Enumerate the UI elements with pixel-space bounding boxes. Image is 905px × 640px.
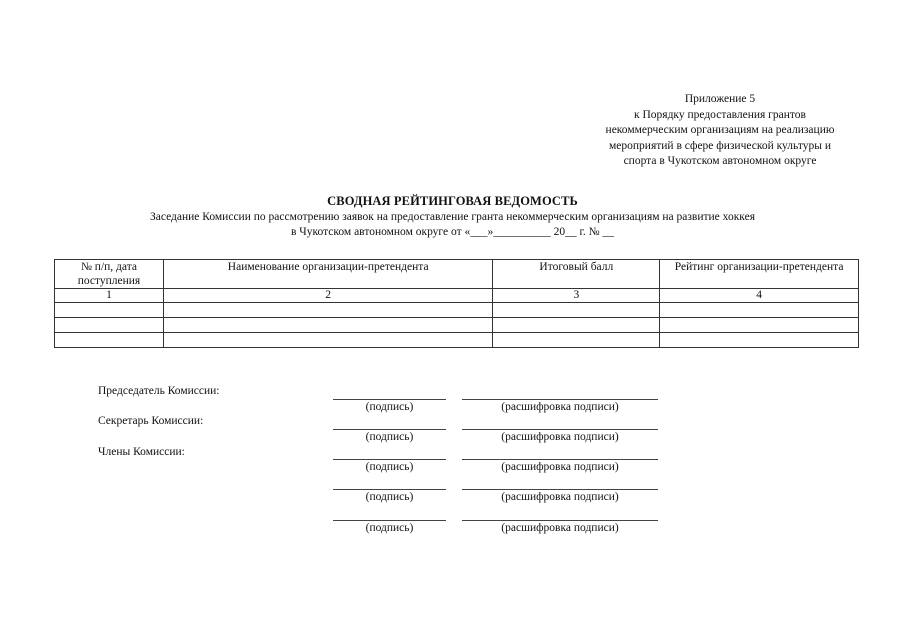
column-number: 3 — [493, 289, 660, 303]
table-row — [55, 333, 859, 348]
header-cell-score: Итоговый балл — [493, 260, 660, 289]
secretary-label: Секретарь Комиссии: — [98, 415, 204, 427]
decoding-line[interactable] — [462, 429, 658, 430]
appendix-line: некоммерческим организациям на реализацию — [605, 124, 835, 136]
table-header-row — [55, 260, 859, 289]
table-cell[interactable] — [163, 318, 493, 333]
decoding-caption: (расшифровка подписи) — [501, 461, 619, 473]
table-cell[interactable] — [493, 318, 660, 333]
table-cell[interactable] — [163, 333, 493, 348]
signature-caption: (подпись) — [365, 491, 414, 503]
rating-table — [54, 259, 859, 348]
table-cell[interactable] — [493, 303, 660, 318]
appendix-line: спорта в Чукотском автономном округе — [623, 155, 817, 167]
header-cell-number: № п/п, дата поступления — [55, 260, 164, 289]
subtitle-line-2: в Чукотском автономном округе от «___»__________ 20__ г. № __ — [290, 225, 614, 238]
decoding-line[interactable] — [462, 459, 658, 460]
appendix-line: мероприятий в сфере физической культуры и — [609, 139, 831, 152]
table-row — [55, 318, 859, 333]
decoding-caption: (расшифровка подписи) — [501, 491, 619, 503]
table-cell[interactable] — [55, 318, 164, 333]
table-cell[interactable] — [660, 318, 859, 333]
table-cell[interactable] — [660, 303, 859, 318]
decoding-line[interactable] — [462, 489, 658, 490]
signature-line[interactable] — [333, 459, 446, 460]
appendix-block — [560, 92, 880, 170]
table-cell[interactable] — [163, 303, 493, 318]
appendix-line: Приложение 5 — [684, 93, 756, 105]
table-cell[interactable] — [660, 333, 859, 348]
document-subtitle — [60, 210, 845, 239]
appendix-line: к Порядку предоставления грантов — [634, 108, 806, 121]
signature-caption: (подпись) — [365, 522, 414, 534]
signature-line[interactable] — [333, 399, 446, 400]
decoding-caption: (расшифровка подписи) — [501, 431, 619, 443]
decoding-line[interactable] — [462, 520, 658, 521]
signature-caption: (подпись) — [365, 401, 414, 413]
header-cell-rating: Рейтинг организации-претендента — [660, 260, 859, 289]
column-number: 2 — [163, 289, 493, 303]
chairman-label: Председатель Комиссии: — [98, 385, 220, 397]
table-cell[interactable] — [55, 333, 164, 348]
column-number: 1 — [55, 289, 164, 303]
column-number: 4 — [660, 289, 859, 303]
signature-caption: (подпись) — [365, 461, 414, 473]
signature-line[interactable] — [333, 429, 446, 430]
signature-line[interactable] — [333, 520, 446, 521]
table-cell[interactable] — [493, 333, 660, 348]
signature-line[interactable] — [333, 489, 446, 490]
document-title: СВОДНАЯ РЕЙТИНГОВАЯ ВЕДОМОСТЬ — [327, 194, 578, 208]
subtitle-line-1: Заседание Комиссии по рассмотрению заявок на предоставление гранта некоммерческим организациям на развитие хоккея — [149, 211, 756, 223]
decoding-caption: (расшифровка подписи) — [501, 401, 619, 413]
table-cell[interactable] — [55, 303, 164, 318]
header-cell-organization: Наименование организации-претендента — [163, 260, 493, 289]
decoding-line[interactable] — [462, 399, 658, 400]
decoding-caption: (расшифровка подписи) — [501, 522, 619, 534]
members-label: Члены Комиссии: — [98, 446, 185, 458]
signature-caption: (подпись) — [365, 431, 414, 443]
table-row — [55, 303, 859, 318]
table-number-row — [55, 289, 859, 303]
